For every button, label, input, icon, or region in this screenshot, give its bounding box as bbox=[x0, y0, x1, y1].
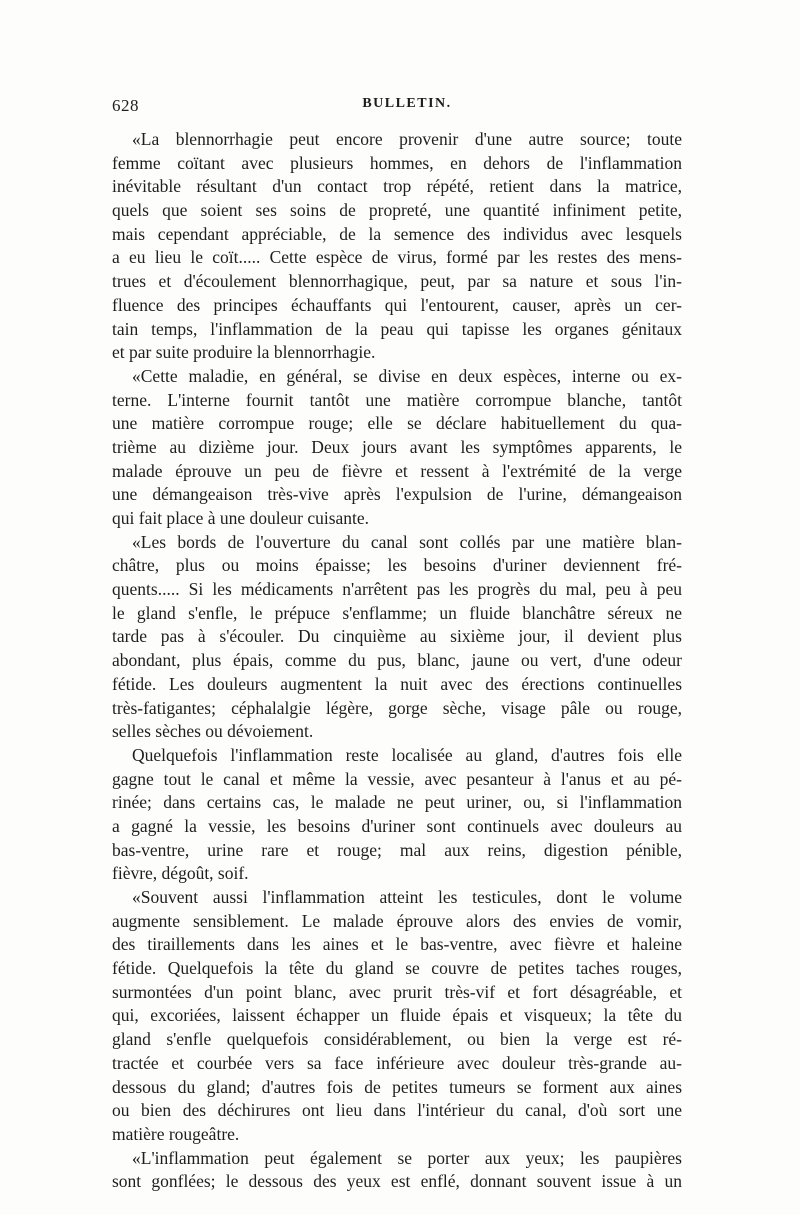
page-number: 628 bbox=[112, 96, 139, 115]
text-line: selles sèches ou dévoiement. bbox=[112, 721, 314, 742]
text-line: terne. L'interne fournit tantôt une matière corrompue blanche, tantôt bbox=[112, 389, 682, 410]
text-line: dessous du gland; d'autres fois de petites tumeurs se forment aux aines bbox=[112, 1076, 682, 1097]
text-line: fétide. Quelquefois la tête du gland se couvre de petites taches rouges, bbox=[112, 958, 682, 979]
text-line: inévitable résultant d'un contact trop répété, retient dans la matrice, bbox=[112, 176, 682, 197]
text-line: tain temps, l'inflammation de la peau qui tapisse les organes génitaux bbox=[112, 318, 682, 339]
running-head bbox=[112, 96, 682, 120]
text-line: le gland s'enfle, le prépuce s'enflamme; un fluide blanchâtre séreux ne bbox=[112, 602, 682, 623]
text-line: abondant, plus épais, comme du pus, blanc, jaune ou vert, d'une odeur bbox=[112, 650, 682, 671]
text-line: malade éprouve un peu de fièvre et ressent à l'extrémité de la verge bbox=[112, 460, 682, 481]
text-line: a eu lieu le coït..... Cette espèce de virus, formé par les restes des mens- bbox=[112, 247, 682, 268]
running-title: BULLETIN. bbox=[362, 96, 452, 111]
text-line: fluence des principes échauffants qui l'entourent, causer, après un cer- bbox=[112, 294, 682, 315]
text-line: fétide. Les douleurs augmentent la nuit avec des érections continuelles bbox=[112, 673, 682, 694]
text-line: qui, excoriées, laissent échapper un fluide épais et visqueux; la tête du bbox=[112, 1005, 682, 1026]
text-line: Quelquefois l'inflammation reste localisée au gland, d'autres fois elle bbox=[132, 744, 682, 765]
text-line: «Cette maladie, en général, se divise en deux espèces, interne ou ex- bbox=[132, 365, 682, 386]
text-line: fièvre, dégoût, soif. bbox=[112, 863, 249, 884]
text-line: «L'inflammation peut également se porter aux yeux; les paupières bbox=[132, 1147, 682, 1168]
text-line: rinée; dans certains cas, le malade ne peut uriner, ou, si l'inflammation bbox=[112, 792, 682, 813]
text-line: «Les bords de l'ouverture du canal sont collés par une matière blan- bbox=[132, 531, 682, 552]
text-line: une matière corrompue rouge; elle se déclare habituellement du qua- bbox=[112, 413, 682, 434]
body-text bbox=[112, 128, 682, 1194]
text-line: sont gonflées; le dessous des yeux est enflé, donnant souvent issue à un bbox=[112, 1171, 682, 1192]
text-line: bas-ventre, urine rare et rouge; mal aux reins, digestion pénible, bbox=[112, 839, 682, 860]
text-line: trues et d'écoulement blennorrhagique, peut, par sa nature et sous l'in- bbox=[112, 271, 682, 292]
text-line: augmente sensiblement. Le malade éprouve alors des envies de vomir, bbox=[112, 910, 682, 931]
text-line: femme coïtant avec plusieurs hommes, en dehors de l'inflammation bbox=[112, 152, 682, 173]
text-line: quels que soient ses soins de propreté, une quantité infiniment petite, bbox=[112, 200, 682, 221]
text-line: surmontées d'un point blanc, avec prurit très-vif et fort désagréable, et bbox=[112, 981, 682, 1002]
text-line: tractée et courbée vers sa face inférieure avec douleur très-grande au- bbox=[112, 1052, 682, 1073]
text-line: ou bien des déchirures ont lieu dans l'intérieur du canal, d'où sort une bbox=[112, 1100, 682, 1121]
text-line: trième au dizième jour. Deux jours avant les symptômes apparents, le bbox=[112, 436, 682, 457]
text-line: qui fait place à une douleur cuisante. bbox=[112, 508, 370, 528]
text-line: une démangeaison très-vive après l'expulsion de l'urine, démangeaison bbox=[112, 484, 682, 505]
text-line: et par suite produire la blennorrhagie. bbox=[112, 342, 376, 363]
text-line: châtre, plus ou moins épaisse; les besoins d'uriner deviennent fré- bbox=[112, 555, 682, 576]
text-line: des tiraillements dans les aines et le bas-ventre, avec fièvre et haleine bbox=[112, 934, 682, 955]
text-line: tarde pas à s'écouler. Du cinquième au sixième jour, il devient plus bbox=[112, 626, 682, 647]
text-line: mais cependant appréciable, de la semence des individus avec lesquels bbox=[112, 223, 682, 244]
text-line: quents..... Si les médicaments n'arrêtent pas les progrès du mal, peu à peu bbox=[112, 579, 682, 600]
text-line: «La blennorrhagie peut encore provenir d'une autre source; toute bbox=[132, 129, 682, 149]
text-line: a gagné la vessie, les besoins d'uriner sont continuels avec douleurs au bbox=[112, 815, 682, 836]
text-line: «Souvent aussi l'inflammation atteint les testicules, dont le volume bbox=[132, 887, 682, 907]
text-line: matière rougeâtre. bbox=[112, 1123, 240, 1144]
text-line: gagne tout le canal et même la vessie, avec pesanteur à l'anus et au pé- bbox=[112, 768, 682, 789]
text-line: gland s'enfle quelquefois considérablement, ou bien la verge est ré- bbox=[112, 1029, 682, 1050]
text-line: très-fatigantes; céphalalgie légère, gorge sèche, visage pâle ou rouge, bbox=[112, 697, 682, 718]
